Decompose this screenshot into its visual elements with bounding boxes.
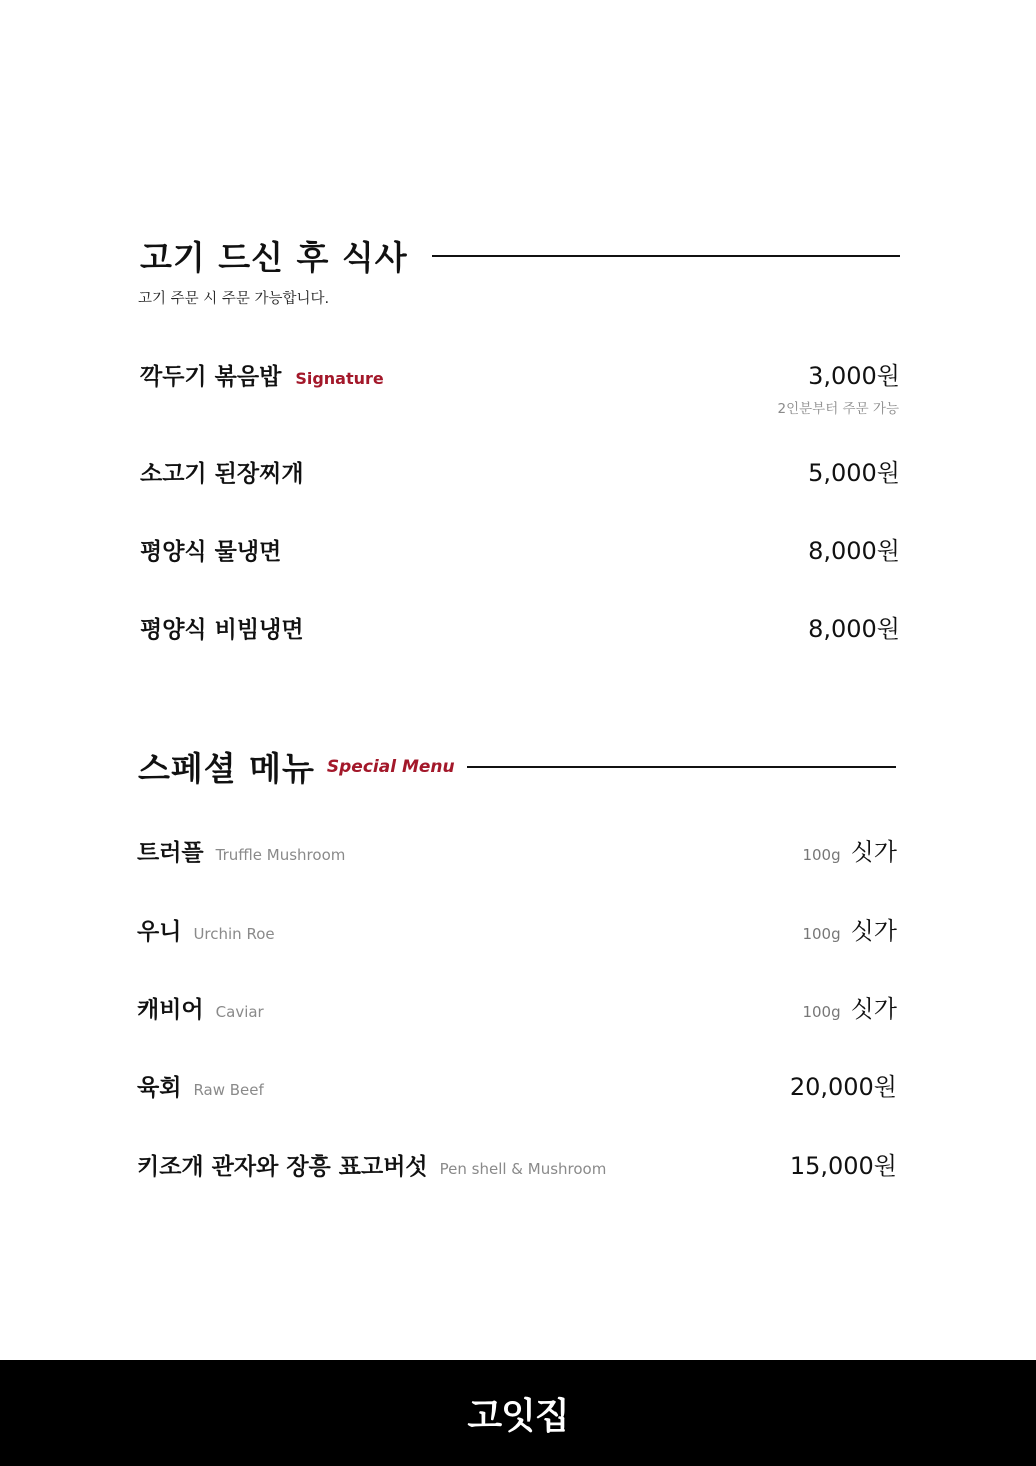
menu-item-unit: 100g [802, 1003, 841, 1021]
menu-item-english: Truffle Mushroom [215, 846, 346, 864]
special-section-divider [467, 766, 896, 768]
meal-section-divider [432, 255, 900, 257]
menu-item-price: 싯가 [850, 838, 897, 866]
menu-item-beef-doenjang-stew [140, 453, 900, 488]
menu-item-english: Urchin Roe [193, 925, 275, 943]
menu-item-english: Raw Beef [193, 1081, 264, 1099]
menu-item-name: 트러플 [137, 840, 204, 866]
menu-item-name: 깍두기 볶음밥 [140, 364, 282, 390]
menu-item-name: 평양식 물냉면 [140, 539, 282, 565]
menu-item-truffle [137, 832, 897, 867]
menu-item-price: 8,000원 [808, 615, 900, 643]
menu-item-english: Pen shell & Mushroom [439, 1160, 607, 1178]
special-section-header [138, 743, 896, 790]
menu-item-name: 육회 [137, 1075, 182, 1101]
menu-item-price: 20,000원 [789, 1073, 897, 1101]
menu-item-name: 캐비어 [137, 997, 204, 1023]
menu-item-pyongyang-mul-naengmyeon [140, 531, 900, 566]
menu-item-price: 싯가 [850, 995, 897, 1023]
menu-item-note: 2인분부터 주문 가능 [777, 401, 899, 417]
menu-item-price: 8,000원 [808, 537, 900, 565]
special-section-title: 스페셜 메뉴 [138, 749, 315, 788]
meal-section-subtitle: 고기 주문 시 주문 가능합니다. [138, 291, 330, 307]
meal-section-title: 고기 드신 후 식사 [140, 238, 408, 277]
menu-item-name: 소고기 된장찌개 [140, 461, 304, 487]
meal-section-header [140, 232, 900, 279]
menu-item-caviar [137, 989, 897, 1024]
menu-item-price: 싯가 [850, 917, 897, 945]
menu-item-name: 우니 [137, 919, 182, 945]
footer-bar [0, 1360, 1036, 1466]
menu-item-pen-shell-mushroom [137, 1146, 897, 1181]
menu-item-name: 평양식 비빔냉면 [140, 617, 304, 643]
signature-badge: Signature [295, 369, 384, 388]
menu-item-price: 5,000원 [808, 459, 900, 487]
brand-logo: 고잇집 [467, 1395, 569, 1437]
menu-item-unit: 100g [802, 846, 841, 864]
menu-item-price: 3,000원 [808, 362, 900, 390]
menu-item-english: Caviar [215, 1003, 264, 1021]
menu-item-price: 15,000원 [789, 1152, 897, 1180]
menu-item-urchin [137, 911, 897, 946]
menu-item-name: 키조개 관자와 장흥 표고버섯 [137, 1154, 428, 1180]
menu-item-kkakdugi-fried-rice [140, 356, 900, 391]
menu-item-unit: 100g [802, 925, 841, 943]
menu-item-raw-beef [137, 1067, 897, 1102]
special-section-tag: Special Menu [326, 756, 455, 777]
menu-item-pyongyang-bibim-naengmyeon [140, 609, 900, 644]
